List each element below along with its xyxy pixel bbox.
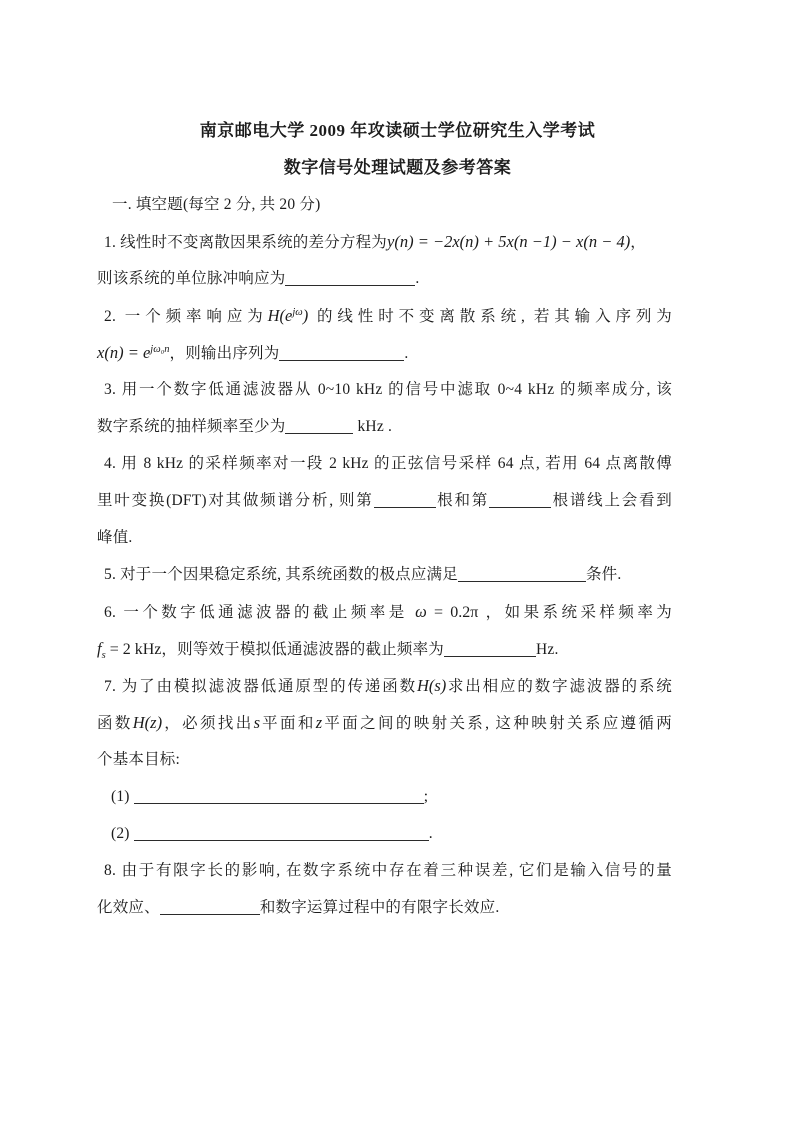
text-run: (1) <box>111 788 134 805</box>
math-run: ω <box>415 602 427 621</box>
questions <box>97 223 672 926</box>
question-2-line <box>97 334 672 371</box>
text-run: ，如果系统采样频率为 <box>478 604 672 621</box>
math-sub: s <box>101 650 106 662</box>
text-run: 根谱线上会看到 <box>551 492 673 509</box>
exam-subtitle: 数字信号处理试题及参考答案 <box>283 158 512 177</box>
text-run: . <box>404 345 409 362</box>
answer-blank <box>134 789 424 804</box>
exam-title: 南京邮电大学 2009 年攻读硕士学位研究生入学考试 <box>199 121 596 140</box>
text-run: 8. 由于有限字长的影响, 在数字系统中存在着三种误差, 它们是输入信号的量 <box>104 862 672 879</box>
text-run: ，则输出序列为 <box>169 345 280 362</box>
text-run: 1. 线性时不变离散因果系统的差分方程为 <box>104 234 388 251</box>
text-run: 数字系统的抽样频率至少为 <box>97 418 286 435</box>
question-7-line <box>97 778 672 815</box>
text-run: 化效应、 <box>97 899 160 916</box>
text-run: 7. 为了由模拟滤波器低通原型的传递函数 <box>104 678 417 695</box>
question-6-line <box>97 630 672 667</box>
math-run: = 2 kHz <box>105 641 162 658</box>
answer-blank <box>285 271 415 286</box>
text-run: ; <box>423 788 429 805</box>
text-run: 2. 一个频率响应为 <box>104 308 268 325</box>
math-run: H(e <box>267 306 293 325</box>
question-1 <box>97 223 672 297</box>
question-2-line <box>97 297 672 334</box>
question-7-line <box>97 704 672 741</box>
question-5-line <box>97 556 672 593</box>
math-run: H(s) <box>416 676 447 695</box>
text-run: 5. 对于一个因果稳定系统, 其系统函数的极点应满足 <box>104 566 458 583</box>
text-run: 平面之间的映射关系, 这种映射关系应遵循两 <box>322 715 672 732</box>
text-run: 则该系统的单位脉冲响应为 <box>97 270 286 287</box>
text-run: 个基本目标: <box>97 751 181 768</box>
text-run: 和数字运算过程中的有限字长效应. <box>259 899 500 916</box>
question-3-line <box>97 371 672 408</box>
text-run: ，则等效于模拟低通滤波器的截止频率为 <box>161 641 444 658</box>
text-run: 条件. <box>585 566 622 583</box>
math-sup: jω <box>292 306 303 318</box>
answer-blank <box>444 642 536 657</box>
text-run: 里叶变换(DFT)对其做频谱分析, 则第 <box>97 492 374 509</box>
text-run: Hz. <box>535 641 559 658</box>
answer-blank <box>374 493 436 508</box>
math-run: H(z) <box>132 713 163 732</box>
question-8 <box>97 852 672 926</box>
question-6 <box>97 593 672 667</box>
math-run: x(n) = e <box>97 343 151 362</box>
answer-blank <box>160 900 260 915</box>
text-run: 6. 一个数字低通滤波器的截止频率是 <box>104 604 416 621</box>
question-8-line <box>97 852 672 889</box>
text-run: 3. 用一个数字低通滤波器从 0~10 kHz 的信号中滤取 0~4 kHz 的频率成分, 该 <box>104 381 672 398</box>
math-run: ) <box>302 306 309 325</box>
text-run: . <box>415 270 420 287</box>
question-4-line <box>97 445 672 482</box>
question-4-line <box>97 482 672 519</box>
question-6-line <box>97 593 672 630</box>
text-run: 函数 <box>97 715 133 732</box>
math-run: f <box>97 639 102 658</box>
answer-blank <box>489 493 551 508</box>
text-run: 平面和 <box>260 715 316 732</box>
question-2 <box>97 297 672 371</box>
question-1-line <box>97 223 672 260</box>
question-4-line <box>97 519 672 556</box>
answer-blank <box>279 346 404 361</box>
question-5 <box>97 556 672 593</box>
question-4 <box>97 445 672 556</box>
question-3-line <box>97 408 672 445</box>
question-7 <box>97 667 672 852</box>
text-run: ，必须找出 <box>162 715 254 732</box>
math-run: s <box>253 713 260 732</box>
answer-blank <box>134 826 429 841</box>
math-run: z <box>315 713 323 732</box>
math-run: y(n) = −2x(n) + 5x(n −1) − x(n − 4) <box>387 232 631 251</box>
text-run: 的线性时不变离散系统, 若其输入序列为 <box>308 308 672 325</box>
question-7-line <box>97 667 672 704</box>
question-7-line <box>97 815 672 852</box>
text-run: (2) <box>111 825 134 842</box>
text-run: kHz . <box>353 418 393 435</box>
text-run: ， <box>630 234 646 251</box>
answer-blank <box>458 567 586 582</box>
math-sup: jω₀n <box>150 343 170 355</box>
text-run: 求出相应的数字滤波器的系统 <box>446 678 672 695</box>
question-3 <box>97 371 672 445</box>
text-run: 根和第 <box>435 492 490 509</box>
question-1-line <box>97 260 672 297</box>
section-heading: 一. 填空题(每空 2 分, 共 20 分) <box>112 196 321 213</box>
text-run: 峰值. <box>97 529 133 546</box>
text-run: . <box>428 825 433 842</box>
question-7-line <box>97 741 672 778</box>
text-run: 4. 用 8 kHz 的采样频率对一段 2 kHz 的正弦信号采样 64 点, 若用 64 点离散傅 <box>104 455 672 472</box>
answer-blank <box>285 419 353 434</box>
question-8-line <box>97 889 672 926</box>
math-run: = 0.2π <box>426 604 479 621</box>
